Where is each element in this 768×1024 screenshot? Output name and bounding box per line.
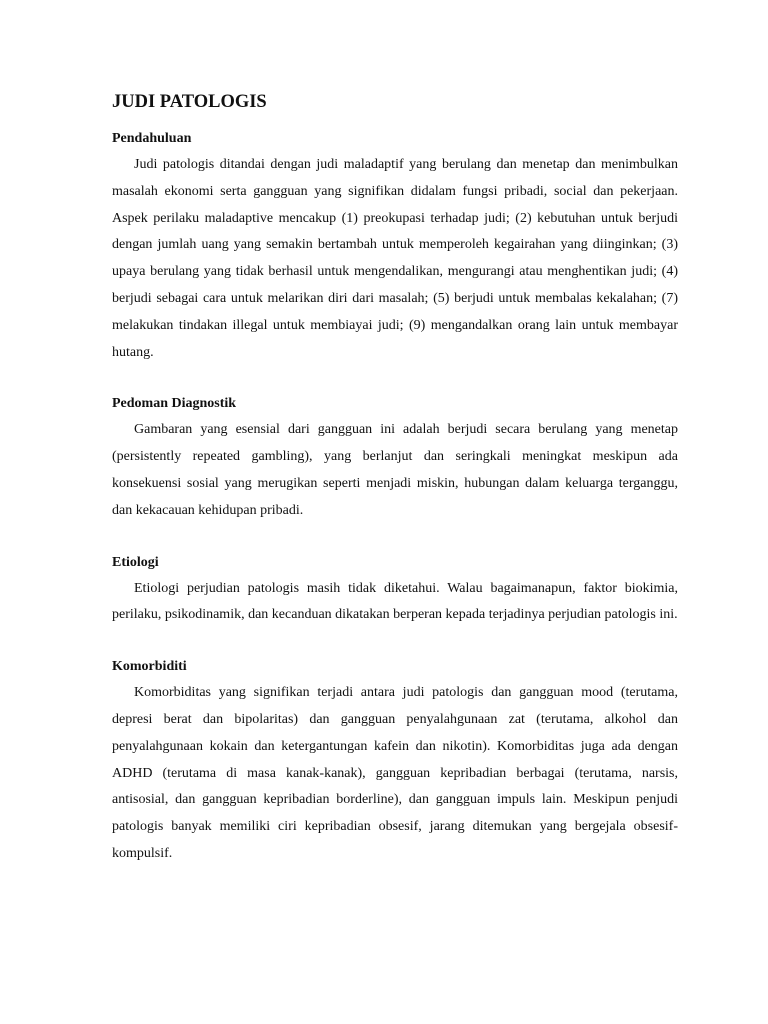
section-paragraph: Judi patologis ditandai dengan judi maladaptif yang berulang dan menetap dan menimbulkan masalah ekonomi serta gangguan yang signifikan didalam fungsi pribadi, social dan pekerjaan. Aspek perilaku maladaptive mencakup (1) preokupasi terhadap judi; (2) kebutuhan untuk berjudi dengan jumlah uang yang semakin bertambah untuk memperoleh kegairahan yang diinginkan; (3) upaya berulang yang tidak berhasil untuk mengendalikan, mengurangi atau menghentikan judi; (4) berjudi sebagai cara untuk melarikan diri dari masalah; (5) berjudi untuk membalas kekalahan; (7) melakukan tindakan illegal untuk membiayai judi; (9) mengandalkan orang lain untuk membayar hutang.	[112, 157, 678, 360]
section-pedoman-diagnostik	[112, 391, 678, 524]
section-etiologi	[112, 550, 678, 630]
document-body	[112, 88, 678, 893]
section-pendahuluan	[112, 126, 678, 366]
document-title: JUDI PATOLOGIS	[112, 92, 267, 112]
section-paragraph: Gambaran yang esensial dari gangguan ini adalah berjudi secara berulang yang menetap (persistently repeated gambling), yang berlanjut dan seringkali meningkat meskipun ada konsekuensi sosial yang merugikan seperti menjadi miskin, hubungan dalam keluarga terganggu, dan kekacauan kehidupan pribadi.	[112, 422, 678, 518]
section-heading: Pedoman Diagnostik	[112, 396, 237, 412]
section-heading: Etiologi	[112, 554, 159, 570]
section-heading: Pendahuluan	[112, 131, 192, 146]
section-paragraph: Etiologi perjudian patologis masih tidak diketahui. Walau bagaimanapun, faktor biokimia, perilaku, psikodinamik, dan kecanduan dikatakan berperan kepada terjadinya perjudian patologis ini.	[112, 580, 678, 623]
section-heading: Komorbiditi	[112, 659, 187, 675]
section-komorbiditi	[112, 654, 678, 868]
section-paragraph: Komorbiditas yang signifikan terjadi antara judi patologis dan gangguan mood (terutama, depresi berat dan bipolaritas) dan gangguan penyalahgunaan zat (terutama, alkohol dan penyalahgunaan kokain dan ketergantungan kafein dan nikotin). Komorbiditas juga ada dengan ADHD (terutama di masa kanak-kanak), gangguan kepribadian berbagai (terutama, narsis, antisosial, dan gangguan kepribadian borderline), dan gangguan impuls lain. Meskipun penjudi patologis banyak memiliki ciri kepribadian obsesif, jarang ditemukan yang bergejala obsesif-kompulsif.	[112, 685, 678, 861]
